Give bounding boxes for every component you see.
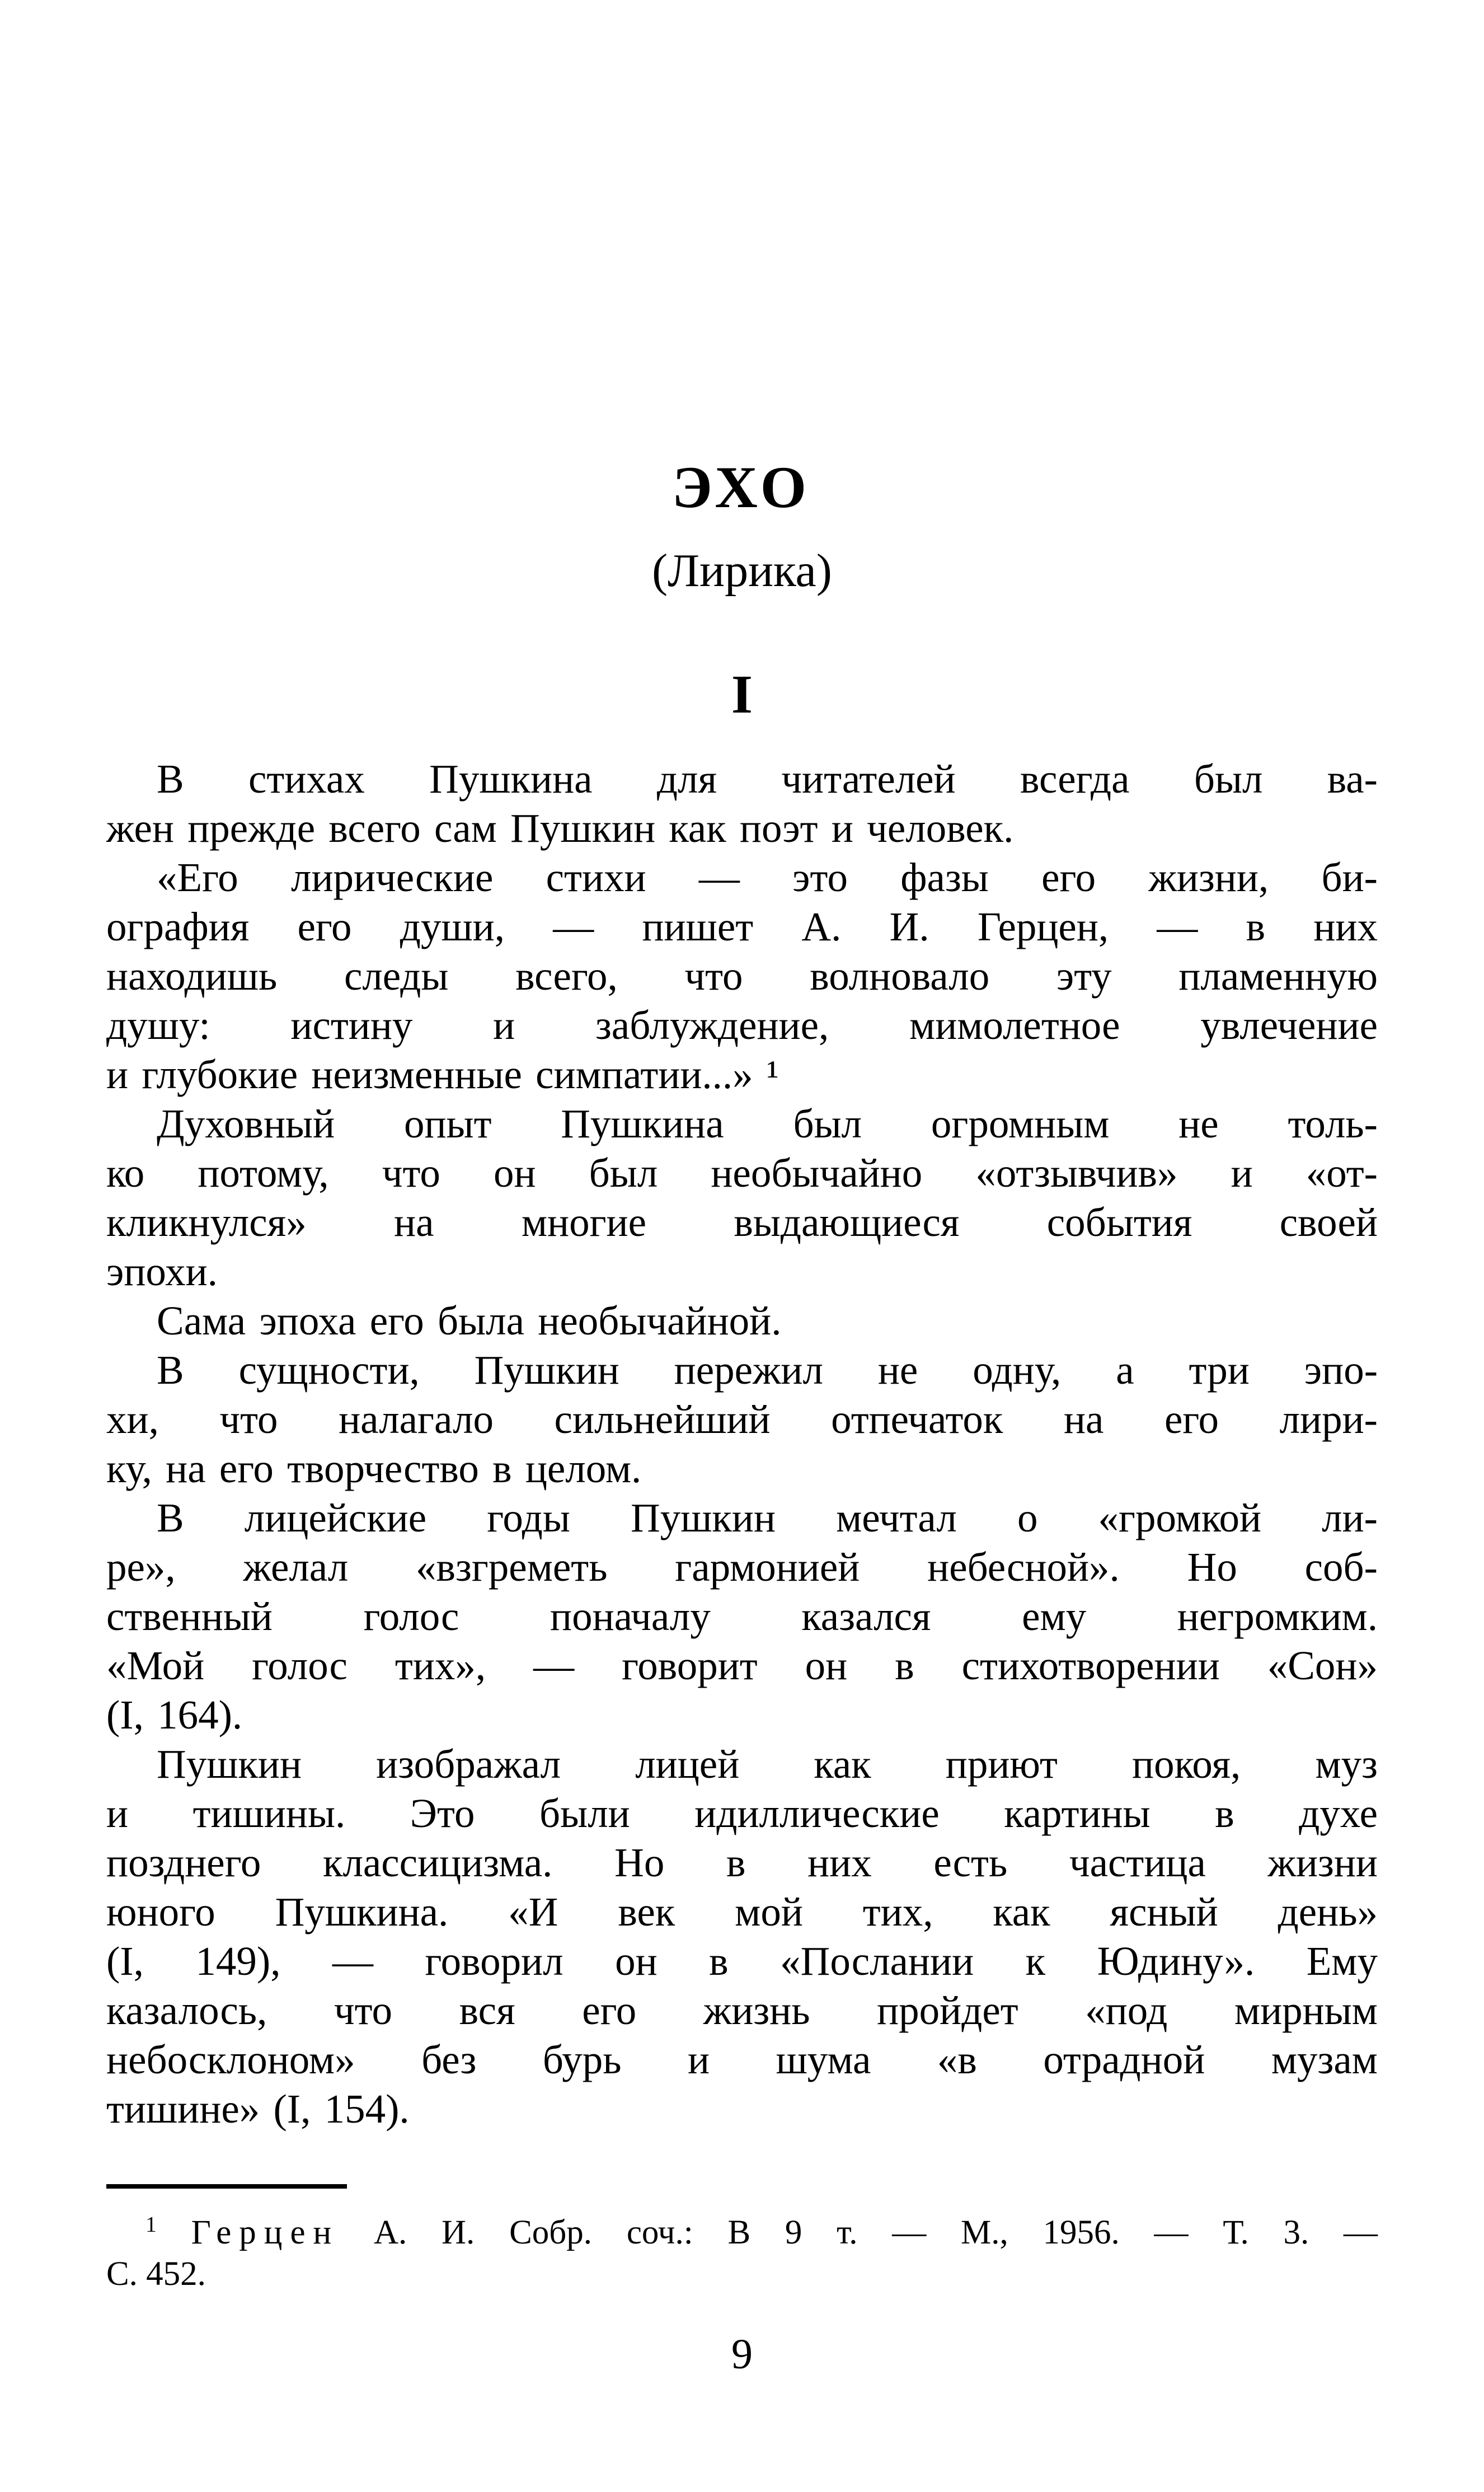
body-line: кликнулся» на многие выдающиеся события своей [106,1200,1378,1245]
body-line: юного Пушкина. «И век мой тих, как ясный день» [106,1889,1378,1934]
body-line: (I, 164). [106,1692,243,1737]
footnote [106,2212,1378,2295]
body-line: жен прежде всего сам Пушкин как поэт и человек. [106,805,1014,851]
body-line: «Мой голос тих», — говорит он в стихотворении «Сон» [106,1643,1378,1688]
body-line: Пушкин изображал лицей как приют покоя, муз [157,1741,1378,1787]
body-line: ко потому, что он был необычайно «отзывчив» и «от- [106,1150,1378,1196]
body-line: и тишины. Это были идиллические картины в духе [106,1791,1378,1836]
body-line: ография его души, — пишет А. И. Герцен, — в них [106,904,1378,949]
body-line: «Его лирические стихи — это фазы его жизни, би- [157,855,1378,900]
body-text [106,755,1378,2134]
page-subtitle: (Лирика) [652,545,832,597]
body-line: тишине» (I, 154). [106,2086,410,2132]
body-line: В сущности, Пушкин пережил не одну, а три эпо- [157,1347,1378,1393]
body-line: позднего классицизма. Но в них есть частица жизни [106,1840,1378,1885]
body-line: душу: истину и заблуждение, мимолетное увлечение [106,1003,1378,1048]
body-line: ственный голос поначалу казался ему негромким. [106,1594,1378,1639]
page-number: 9 [731,2331,753,2378]
footnote-marker: 1 [145,2212,157,2237]
body-line: эпохи. [106,1249,218,1294]
body-line: находишь следы всего, что волновало эту пламенную [106,953,1378,999]
page-title: ЭХО [671,455,813,520]
body-line: ре», желал «взгреметь гармонией небесной». Но соб- [106,1544,1378,1590]
body-line: Сама эпоха его была необычайной. [157,1298,782,1343]
body-line: казалось, что вся его жизнь пройдет «под мирным [106,1988,1378,2033]
footnote-author: Герцен [191,2214,340,2251]
body-line: В лицейские годы Пушкин мечтал о «громкой ли- [157,1495,1378,1540]
footnote-line: С. 452. [106,2255,206,2293]
footnote-line [106,2212,1378,2254]
footnote-separator [106,2184,347,2189]
footnote-citation: А. И. Собр. соч.: В 9 т. — М., 1956. — Т. 3. — [339,2214,1378,2251]
body-line: хи, что налагало сильнейший отпечаток на его лири- [106,1397,1378,1442]
body-line: В стихах Пушкина для читателей всегда был ва- [157,756,1378,802]
body-line: ку, на его творчество в целом. [106,1446,642,1491]
body-line: (I, 149), — говорил он в «Послании к Юдину». Ему [106,1938,1378,1984]
body-line: небосклоном» без бурь и шума «в отрадной музам [106,2037,1378,2082]
body-line: и глубокие неизменные симпатии...» ¹ [106,1052,779,1097]
section-numeral: I [731,664,753,725]
body-line: Духовный опыт Пушкина был огромным не толь- [157,1101,1378,1146]
